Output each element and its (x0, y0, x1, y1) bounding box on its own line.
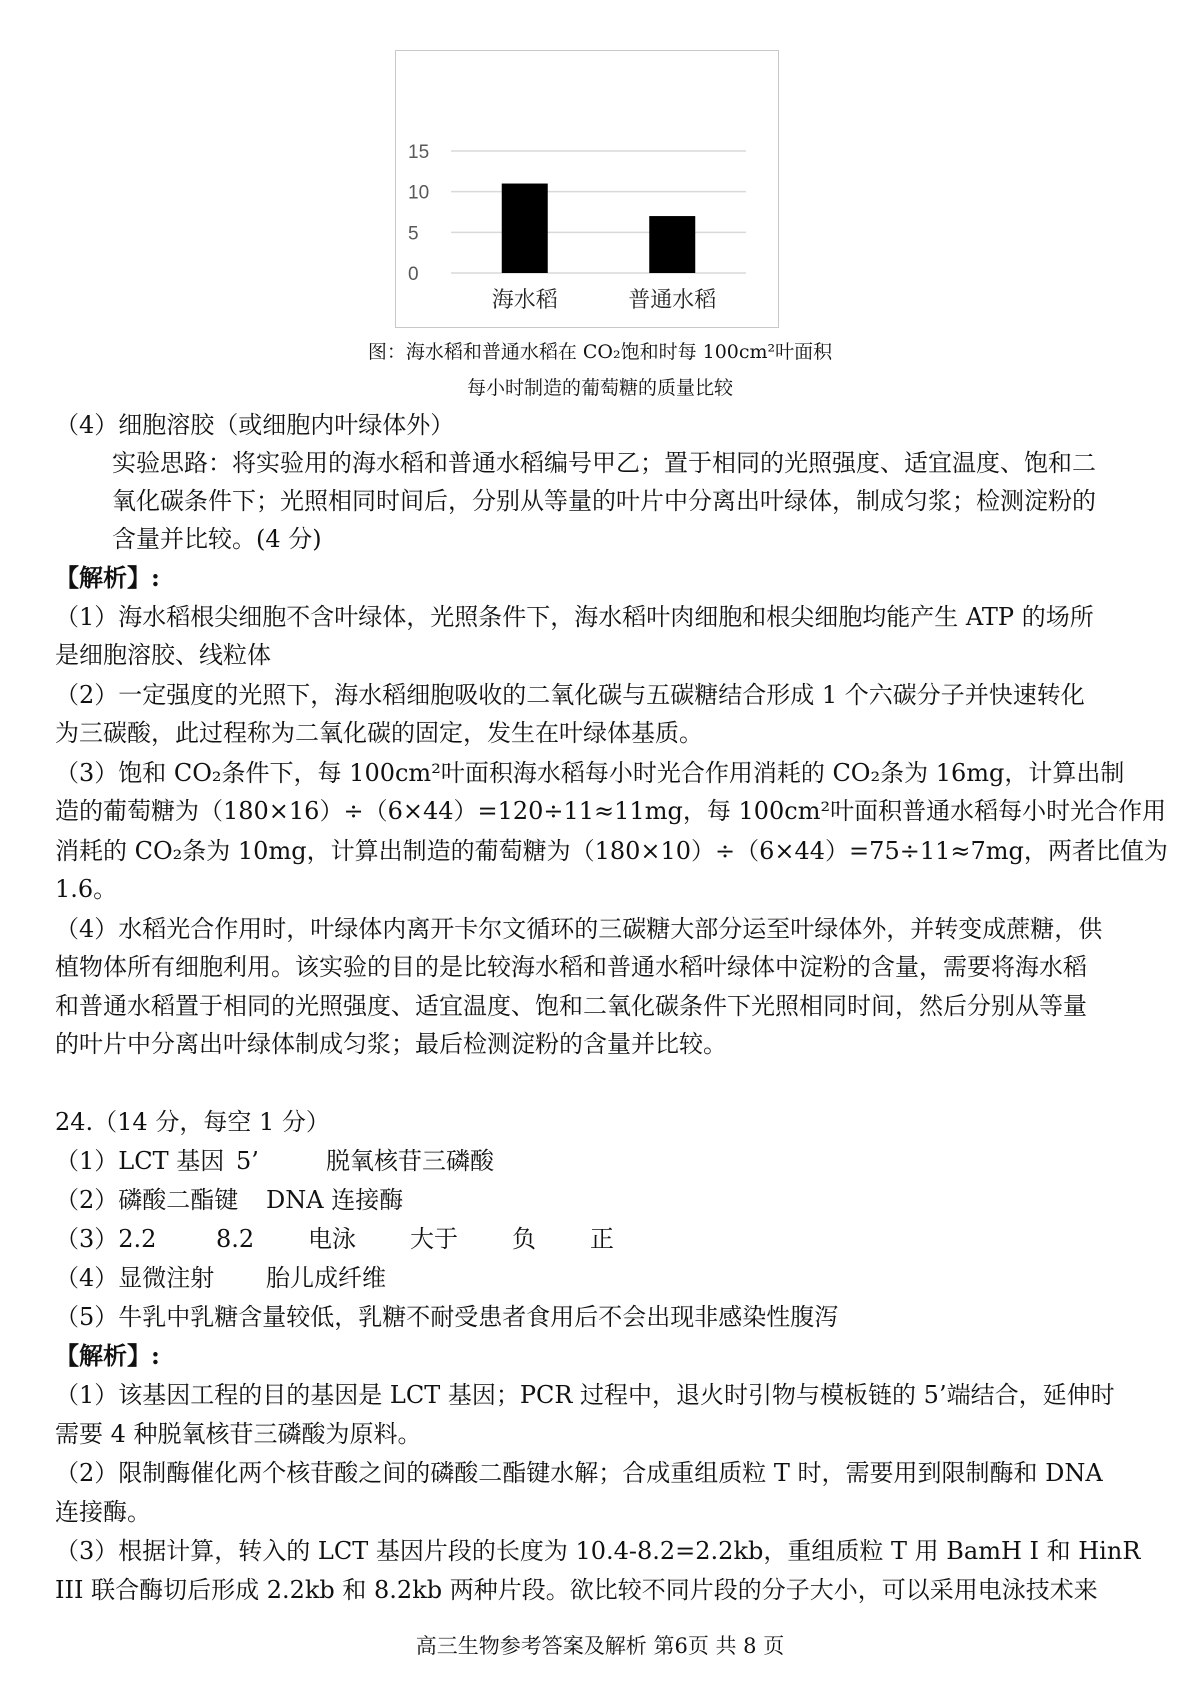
analysis-23-line: 1.6。 (55, 875, 118, 903)
y-tick-label: 10 (408, 182, 430, 204)
analysis-23-line: 的叶片中分离出叶绿体制成匀浆；最后检测淀粉的含量并比较。 (55, 1030, 727, 1058)
analysis-24-heading: 【解析】: (55, 1341, 160, 1370)
y-tick-label: 0 (408, 264, 419, 285)
analysis-23-line: （2）一定强度的光照下，海水稻细胞吸收的二氧化碳与五碳糖结合形成 1 个六碳分子并快速转化 (55, 681, 1085, 709)
analysis-24-line: 需要 4 种脱氧核苷三磷酸为原料。 (55, 1420, 422, 1448)
analysis-23-line: （3）饱和 CO₂条件下，每 100cm²叶面积海水稻每小时光合作用消耗的 CO₂条为 16mg，计算出制 (55, 759, 1125, 787)
x-category-label: 普通水稻 (628, 288, 717, 313)
chart-svg (396, 51, 778, 327)
q24-2-a: （2）磷酸二酯键 (55, 1186, 239, 1214)
analysis-24-line: （2）限制酶催化两个核苷酸之间的磷酸二酯键水解；合成重组质粒 T 时，需要用到限制酶和 DNA (55, 1459, 1103, 1487)
analysis-23-line: （1）海水稻根尖细胞不含叶绿体，光照条件下，海水稻叶肉细胞和根尖细胞均能产生 ATP 的场所 (55, 603, 1094, 631)
q24-4-b: 胎儿成纤维 (266, 1264, 386, 1292)
q23-4-answer: （4）细胞溶胶（或细胞内叶绿体外） (55, 411, 455, 439)
analysis-24-line: （1）该基因工程的目的基因是 LCT 基因；PCR 过程中，退火时引物与模板链的 5’端结合，延伸时 (55, 1381, 1115, 1409)
q24-3-e: 负 (512, 1225, 536, 1253)
q24-1-a: （1）LCT 基因 (55, 1147, 225, 1175)
page-footer: 高三生物参考答案及解析 第6页 共 8 页 (415, 1634, 785, 1658)
analysis-23-line: 和普通水稻置于相同的光照强度、适宜温度、饱和二氧化碳条件下光照相同时间，然后分别从等量 (55, 992, 1087, 1020)
analysis-23-line: 是细胞溶胶、线粒体 (55, 641, 271, 669)
q24-4-a: （4）显微注射 (55, 1264, 215, 1292)
y-tick-label: 5 (408, 223, 419, 245)
bar-chart (395, 50, 779, 328)
bar (502, 184, 548, 273)
analysis-23-line: 植物体所有细胞利用。该实验的目的是比较海水稻和普通水稻叶绿体中淀粉的含量，需要将海水稻 (55, 953, 1087, 981)
q24-title: 24.（14 分，每空 1 分） (55, 1108, 330, 1136)
analysis-23-line: 消耗的 CO₂条为 10mg，计算出制造的葡萄糖为（180×10）÷（6×44）=75÷11≈7mg，两者比值为 (55, 837, 1168, 865)
analysis-24-line: （3）根据计算，转入的 LCT 基因片段的长度为 10.4-8.2=2.2kb，重组质粒 T 用 BamH I 和 HinR (55, 1537, 1141, 1565)
q24-3-f: 正 (590, 1225, 614, 1253)
analysis-24-line: 连接酶。 (55, 1498, 151, 1526)
q24-3-b: 8.2 (216, 1225, 255, 1253)
q23-4-detail-2: 氧化碳条件下；光照相同时间后，分别从等量的叶片中分离出叶绿体，制成匀浆；检测淀粉的 (112, 487, 1096, 515)
analysis-23-line: 为三碳酸，此过程称为二氧化碳的固定，发生在叶绿体基质。 (55, 719, 703, 747)
figure-caption-line2: 每小时制造的葡萄糖的质量比较 (466, 377, 733, 399)
q24-2-b: DNA 连接酶 (266, 1186, 404, 1214)
q24-3-c: 电泳 (308, 1225, 356, 1253)
q24-3-d: 大于 (410, 1225, 458, 1253)
y-tick-label: 15 (408, 142, 430, 163)
x-category-label: 海水稻 (491, 288, 558, 313)
analysis-24-line: III 联合酶切后形成 2.2kb 和 8.2kb 两种片段。欲比较不同片段的分子大小，可以采用电泳技术来 (55, 1576, 1098, 1604)
analysis-23-line: （4）水稻光合作用时，叶绿体内离开卡尔文循环的三碳糖大部分运至叶绿体外，并转变成蔗糖，供 (55, 915, 1103, 943)
q24-3-a: （3）2.2 (55, 1225, 157, 1253)
q24-5: （5）牛乳中乳糖含量较低，乳糖不耐受患者食用后不会出现非感染性腹泻 (55, 1303, 839, 1331)
q23-4-detail-1: 实验思路：将实验用的海水稻和普通水稻编号甲乙；置于相同的光照强度、适宜温度、饱和二 (112, 449, 1096, 477)
analysis-23-heading: 【解析】: (55, 563, 160, 592)
bar (649, 216, 695, 273)
analysis-23-line: 造的葡萄糖为（180×16）÷（6×44）=120÷11≈11mg，每 100cm²叶面积普通水稻每小时光合作用 (55, 797, 1167, 825)
q24-1-c: 脱氧核苷三磷酸 (326, 1147, 494, 1175)
figure-caption-line1: 图：海水稻和普通水稻在 CO₂饱和时每 100cm²叶面积 (367, 341, 833, 363)
q23-4-detail-3: 含量并比较。(4 分) (112, 525, 322, 553)
q24-1-b: 5’ (236, 1147, 259, 1175)
